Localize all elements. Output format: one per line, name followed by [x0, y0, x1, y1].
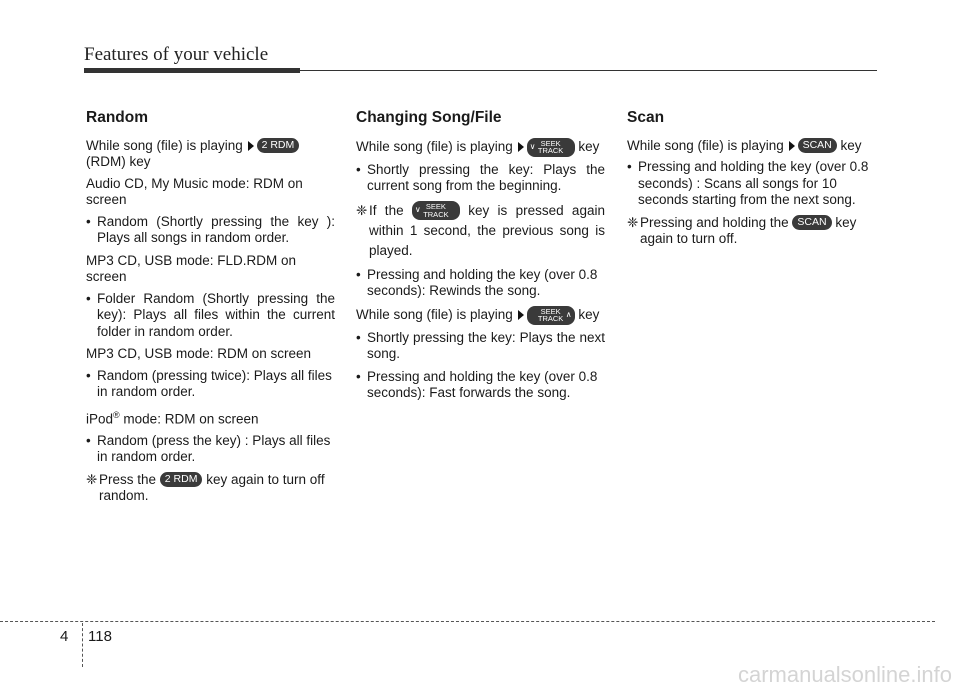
random-twice-bullet: • Random (pressing twice): Plays all files in random order.	[86, 368, 335, 401]
note-mark-icon: ❈	[86, 471, 98, 487]
note-mark-icon: ❈	[356, 202, 368, 218]
rdm-key-icon: 2 RDM	[257, 138, 300, 153]
scan-note: ❈ Pressing and holding the SCAN key again to turn off.	[627, 214, 857, 246]
ipod-random-bullet: • Random (press the key) : Plays all files in random order.	[86, 433, 335, 466]
chapter-number: 4	[60, 628, 69, 645]
ipod-mode-text: iPod® mode: RDM on screen	[86, 409, 259, 426]
random-note: ❈ Press the 2 RDM key again to turn off random.	[86, 471, 325, 503]
seek-track-down-key-icon: ∨ SEEK TRACK	[412, 201, 460, 220]
scan-heading: Scan	[627, 109, 665, 126]
scan-intro: While song (file) is playing SCAN key	[627, 137, 862, 153]
rewind-bullet: • Pressing and holding the key (over 0.8 seconds): Rewinds the song.	[356, 267, 605, 300]
watermark: carmanualsonline.info	[737, 662, 952, 687]
scan-key-icon: SCAN	[798, 138, 837, 153]
page-number: 118	[88, 628, 112, 645]
scan-bullet: • Pressing and holding the key (over 0.8 seconds) : Scans all songs for 10 seconds starting from the next song.	[627, 159, 879, 209]
seek-track-up-key-icon: ∧ SEEK TRACK	[527, 306, 575, 325]
footer-vertical-divider	[82, 623, 83, 667]
footer-divider	[0, 621, 935, 622]
audio-cd-mode-text: Audio CD, My Music mode: RDM on screen	[86, 175, 303, 207]
changing-song-section	[356, 110, 605, 408]
seek-up-intro: While song (file) is playing ∧ SEEK TRACK key	[356, 306, 600, 323]
scan-key-icon: SCAN	[792, 215, 831, 230]
seek-down-intro: While song (file) is playing ∨ SEEK TRACK key	[356, 138, 600, 155]
rdm-key-icon: 2 RDM	[160, 472, 203, 487]
arrow-right-icon	[518, 142, 524, 152]
page-header-title: Features of your vehicle	[84, 44, 269, 65]
random-section	[86, 110, 335, 511]
fast-forward-bullet: • Pressing and holding the key (over 0.8 seconds): Fast forwards the song.	[356, 369, 605, 402]
seek-track-down-key-icon: ∨ SEEK TRACK	[527, 138, 575, 157]
previous-song-note: ❈ If the ∨ SEEK TRACK key is pressed again within 1 second, the previous song is played.	[356, 202, 605, 258]
folder-random-bullet: • Folder Random (Shortly pressing the key): Plays all files within the current folder in random order.	[86, 291, 335, 341]
note-mark-icon: ❈	[627, 214, 639, 230]
mp3-usb-fld-mode-text: MP3 CD, USB mode: FLD.RDM on screen	[86, 252, 297, 284]
next-song-bullet: • Shortly pressing the key: Plays the next song.	[356, 330, 605, 363]
header-bar	[84, 68, 300, 73]
changing-song-heading: Changing Song/File	[356, 109, 502, 126]
mp3-usb-rdm-mode-text: MP3 CD, USB mode: RDM on screen	[86, 346, 312, 361]
scan-section	[627, 110, 879, 254]
arrow-right-icon	[248, 141, 254, 151]
random-heading: Random	[86, 109, 148, 126]
audio-cd-bullet: • Random (Shortly pressing the key ): Plays all songs in random order.	[86, 214, 335, 247]
arrow-right-icon	[789, 141, 795, 151]
restart-song-bullet: • Shortly pressing the key: Plays the current song from the beginning.	[356, 162, 605, 195]
random-intro: While song (file) is playing 2 RDM (RDM) key	[86, 138, 335, 171]
arrow-right-icon	[518, 310, 524, 320]
header-rule	[300, 70, 877, 71]
